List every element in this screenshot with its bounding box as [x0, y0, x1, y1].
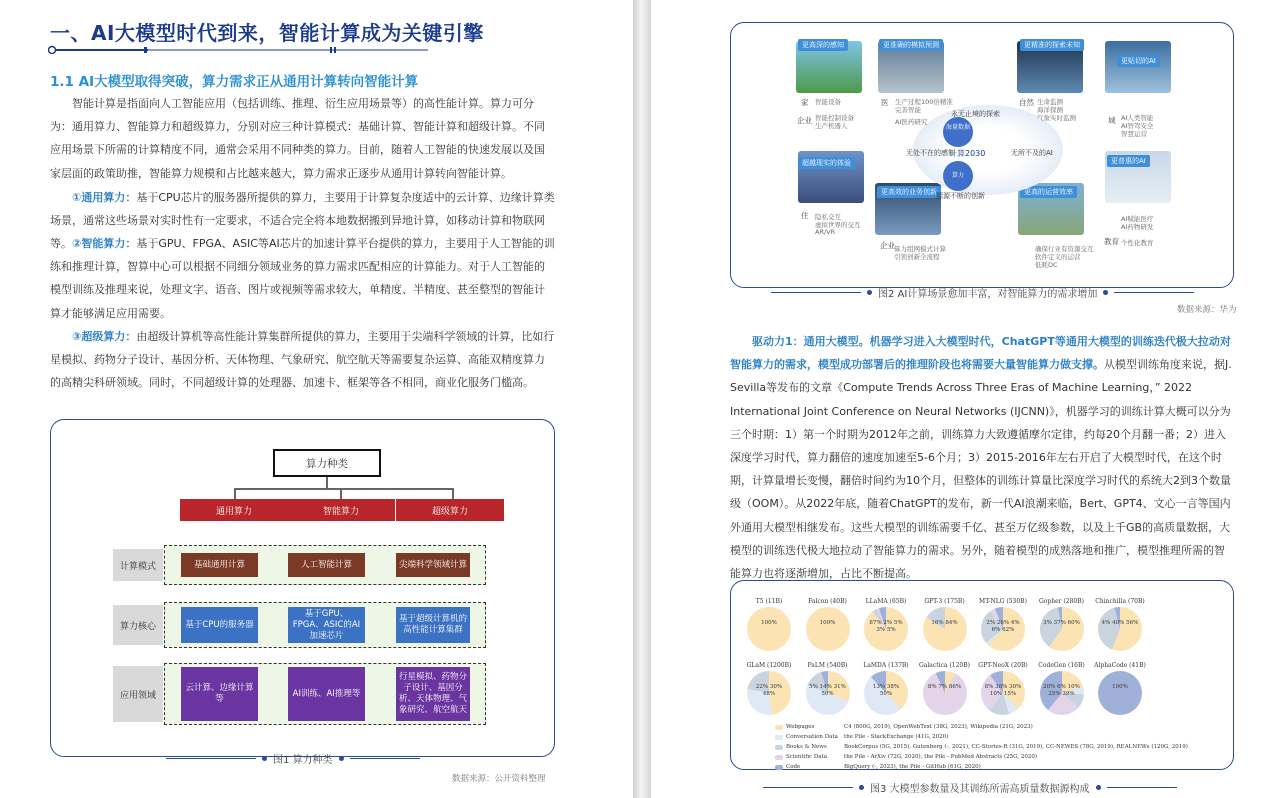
pie-chart	[806, 607, 850, 651]
fig2-compute-node: 算力	[943, 161, 973, 191]
section-heading: 一、AI大模型时代到来，智能计算成为关键引擎	[50, 21, 484, 45]
pie-value-labels: 5% 14% 31% 50%	[809, 684, 846, 697]
super-compute-text: 由超级计算机等高性能计算集群所提供的算力，主要用于尖端科学领域的计算，比如行星模拟、药物分子设计、基因分析、天体物理、气象研究、航空航天等需要复杂运算、高能双精度算力的高精尖科研领域。同时，不同超级计算的处理器、加速卡、框架等各不相同，商业化服务门槛高。	[50, 330, 555, 390]
fig1-row-label: 计算模式	[113, 549, 163, 581]
fig1-caption-text: 图1 算力种类	[273, 755, 333, 766]
fig2-note: AR/VR	[815, 228, 836, 236]
pie-value-labels: 13% 38% 50%	[872, 684, 900, 697]
fig1-connector	[452, 488, 454, 499]
pie-chart	[1098, 607, 1142, 651]
fig2-note: 软件定义的运营	[1035, 253, 1081, 261]
figure-1-caption	[166, 751, 420, 766]
figure-3-caption	[763, 780, 1177, 795]
fig1-title-box: 算力种类	[273, 449, 381, 477]
fig1-core-smart: 基于GPU、FPGA、ASIC的AI加速芯片	[288, 607, 365, 643]
fig2-note: 虚拟世界的交互	[815, 221, 861, 229]
fig2-note: 个性化教育	[1121, 239, 1154, 247]
fig2-category: 企业	[880, 241, 895, 250]
fig1-field-super: 行星模拟、药物分子设计、基因分析、天体物理、气象研究、航空航天	[396, 667, 470, 721]
pie-value-labels: 20% 6% 10% 25% 39%	[1043, 684, 1080, 697]
general-compute-label: ①通用算力：	[72, 191, 137, 204]
fig1-row-label: 算力核心	[113, 605, 163, 645]
fig2-note: 生命监测	[1037, 98, 1063, 106]
fig2-source: 数据来源：华为	[1177, 305, 1237, 315]
fig2-note: 确保行业有资源交互	[1035, 245, 1094, 253]
fig3-legend-item: Books & News	[775, 744, 827, 750]
super-compute-label: ③超级算力：	[72, 330, 137, 343]
pie-value-labels: 100%	[1112, 684, 1128, 690]
fig2-category: 家	[801, 98, 809, 107]
pie-chart	[747, 607, 791, 651]
figure-3-frame	[730, 580, 1234, 770]
pie-value-labels: 100%	[819, 620, 836, 626]
fig2-note: 算力组网模式计算	[894, 245, 946, 253]
legend-swatch	[775, 725, 783, 730]
pie-title: GLaM (1200B)	[746, 662, 792, 669]
fig2-note: 生产机器人	[815, 122, 848, 130]
fig2-tile-label: 超越现实的体验	[798, 157, 855, 169]
general-compute-text: 基于CPU芯片的服务器所提供的算力，主要用于计算复杂度适中的云计算、边缘计算类场景，通常这些场景对实时性有一定要求，不适合完全将本地数据搬到异地计算，如移动计算和物联网等。	[50, 191, 555, 251]
fig1-type-general: 通用算力	[180, 499, 288, 521]
pie-chart	[923, 671, 967, 715]
pie-value-labels: 8% 7% 86%	[927, 684, 962, 690]
fig2-note: AI人类智能	[1121, 114, 1154, 122]
smart-compute-text: 基于GPU、FPGA、ASIC等AI芯片的加速计算平台提供的算力，主要用于人工智能的训练和推理计算，智算中心可以根据不同细分领域业务的算力需求匹配相应的计算能力。对于人工智能的模型训练及推理来说，处理文字、语音、图片或视频等需求较大，单精度、半精度、甚至整型的智能计算才能够满足应用需要。	[50, 237, 555, 320]
fig1-type-super: 超级算力	[396, 499, 504, 521]
pie-title: Gopher (280B)	[1039, 598, 1084, 605]
pie-title: CodeGen (16B)	[1038, 662, 1085, 669]
fig3-legend-detail: the Pile - ArXiv (72G, 2020), the Pile - PubMed Abstracts (25G, 2020)	[844, 754, 1037, 760]
legend-swatch	[775, 735, 783, 740]
fig2-note: 海洋探测	[1037, 106, 1063, 114]
fig2-tile	[1105, 41, 1171, 93]
fig1-field-smart: AI训练、AI推理等	[288, 667, 365, 721]
pie-title: PaLM (540B)	[807, 662, 848, 669]
fig1-core-general: 基于CPU的服务器	[181, 607, 258, 643]
fig2-note: AI医药研究	[895, 118, 928, 126]
fig2-data-node: 海量数据	[943, 117, 973, 147]
fig1-core-super: 基于超级计算机的高性能计算集群	[396, 607, 470, 643]
pie-title: GPT-3 (175B)	[924, 598, 965, 605]
fig1-connector	[340, 488, 342, 499]
fig2-center-text: 计算2030	[949, 149, 986, 158]
pie-chart	[1040, 607, 1084, 651]
fig2-tile-label: 更高的运营效率	[1020, 186, 1077, 198]
fig1-mode-general: 基础通用计算	[181, 553, 258, 577]
legend-swatch	[775, 755, 783, 760]
pie-chart	[923, 607, 967, 651]
pie-chart	[1098, 671, 1142, 715]
fig2-caption-text: 图2 AI计算场景愈加丰富，对智能算力的需求增加	[878, 289, 1098, 300]
fig2-ring-label: 永无止境的探索	[951, 110, 1000, 118]
fig2-note: AI药物研发	[1121, 223, 1154, 231]
fig2-note: 智能设备	[815, 98, 841, 106]
fig2-tile-label: 更高效的业务创新	[877, 186, 941, 198]
fig2-category: 城	[1108, 116, 1116, 125]
subsection-heading: 1.1 AI大模型取得突破，算力需求正从通用计算转向智能计算	[50, 74, 419, 90]
driver-paragraph	[730, 330, 1234, 585]
fig2-category: 企业	[797, 116, 812, 125]
fig2-note: 智能控制设备	[815, 114, 854, 122]
fig2-note: AI智驾安全	[1121, 122, 1154, 130]
fig2-ring-label: 源源不断的创新	[936, 192, 985, 200]
fig2-category: 住	[801, 211, 809, 220]
pie-title: MT-NLG (530B)	[979, 598, 1027, 605]
fig1-type-smart: 智能算力	[287, 499, 395, 521]
fig2-ring-label: 无处不在的感知	[906, 149, 955, 157]
fig3-legend-item: Scientific Data	[775, 754, 827, 760]
super-compute-paragraph	[50, 325, 555, 395]
fig3-legend-item: Code	[775, 764, 800, 770]
fig1-mode-smart: 人工智能计算	[288, 553, 365, 577]
fig3-legend-detail: BookCorpus (5G, 2015), Gutenberg (-, 2021), CC-Stories-R (31G, 2019), CC-NEWES (78G, 2019), REALNEWs (120G, 2019)	[844, 744, 1188, 750]
fig3-legend-item: Conversation Data	[775, 734, 838, 740]
pie-value-labels: 3% 37% 60%	[1043, 620, 1080, 626]
left-page	[0, 0, 633, 798]
fig2-note: 完善智能	[895, 106, 921, 114]
right-page	[651, 0, 1273, 798]
fig2-tile-label: 更精准的探索未知	[1020, 39, 1084, 51]
pie-value-labels: 4% 40% 56%	[1101, 620, 1139, 626]
smart-compute-label: ②智能算力：	[72, 237, 137, 250]
fig2-note: 低耗DC	[1035, 261, 1058, 269]
fig1-field-general: 云计算、边缘计算等	[181, 667, 258, 721]
intro-paragraph: 智能计算是指面向人工智能应用（包括训练、推理、衍生应用场景等）的高性能计算。算力可分为：通用算力、智能算力和超级算力，分别对应三种计算模式：基础计算、智能计算和超级计算。不同应用场景下所需的计算精度不同，通常会采用不同种类的算力。目前，随着人工智能的快速发展以及国家层面的政策助推，智能算力规模和占比越来越大，算力需求正逐步从通用计算转向智能计算。	[50, 97, 545, 180]
pie-value-labels: 87% 2% 5% 3% 5%	[869, 620, 903, 633]
fig2-note: 隐私交互	[815, 213, 841, 221]
driver-bold-text: 驱动力1：通用大模型。机器学习进入大模型时代，ChatGPT等通用大模型的训练迭代极大拉动对智能算力的需求，模型成功部署后的推理阶段也将需要大量智能算力做支撑。	[730, 335, 1231, 372]
fig1-connector	[234, 488, 453, 490]
fig2-category: 自然	[1019, 98, 1034, 107]
fig2-note: AI赋能医疗	[1121, 215, 1154, 223]
pie-title: T5 (11B)	[755, 598, 783, 605]
fig2-note: 气象实时监测	[1037, 114, 1076, 122]
fig1-mode-super: 尖端科学领域计算	[396, 553, 470, 577]
pie-value-labels: 8% 38% 30% 10% 15%	[984, 684, 1022, 697]
fig2-tile-label: 更贴切的AI	[1117, 55, 1160, 67]
fig2-tile-label: 更普惠的AI	[1107, 155, 1150, 167]
fig2-note: 生产过程100倍精准	[895, 98, 953, 106]
fig2-note: 引领创新全流程	[894, 253, 940, 261]
fig2-ring-label: 无所不及的AI	[1011, 149, 1053, 157]
pie-title: LaMDA (137B)	[863, 662, 909, 669]
pie-value-labels: 100%	[761, 620, 777, 626]
fig3-caption-text: 图3 大模型参数量及其训练所需高质量数据源构成	[870, 784, 1090, 795]
fig3-legend-detail: the Pile - StackExchange (41G, 2020)	[844, 734, 949, 740]
legend-swatch	[775, 765, 783, 770]
pie-value-labels: 22% 30% 48%	[755, 684, 783, 697]
fig2-tile-label: 更高深的感知	[798, 39, 848, 51]
pie-title: LLaMA (65B)	[865, 598, 907, 605]
book-spine	[633, 0, 651, 798]
driver-body-text: 从模型训练角度来说，据J. Sevilla等发布的文章《Compute Trends Across Three Eras of Machine Learning，” 2022 International Joint Conference on Neural Networks (IJCNN)》，机器学习的训练计算大概可以分为三个时期：1）第一个时期为2012年之前，训练算力大致遵循摩尔定律，约每20个月翻一番；2）进入深度学习时代，算力翻倍的速度加速至5-6个月；3）2015-2016年左右开启了大模型时代，在这个时期，计算量增长变慢，翻倍时间约为10个月，但整体的训练计算量比深度学习时代的系统大2到3个数量级（OOM）。从2022年底，随着ChatGPT的发布，新一代AI浪潮来临，Bert、GPT4、文心一言等国内外通用大模型相继发布。这些大模型的训练需要千亿、甚至万亿级参数，以及上千GB的高质量数据，大模型的训练迭代极大地拉动了智能算力的需求。另外，随着模型的成熟落地和推广，模型推理所需的智能算力也将逐渐增加，占比不断提高。	[730, 358, 1232, 581]
pie-title: Falcon (40B)	[808, 598, 847, 605]
smart-compute-paragraph	[50, 232, 555, 325]
fig2-category: 教育	[1104, 237, 1119, 246]
pie-value-labels: 2% 26% 4% 6% 62%	[986, 620, 1020, 633]
heading-underline	[48, 44, 428, 56]
fig1-row-label: 应用领域	[113, 666, 163, 722]
figure-2-caption	[771, 285, 1194, 300]
fig2-tile-label: 更准确的模拟预测	[879, 39, 943, 51]
pie-title: GPT-NeoX (20B)	[978, 662, 1028, 669]
fig3-legend-detail: BigQuery (-, 2023), the Pile - GitHub (61G, 2020)	[844, 764, 981, 770]
pie-title: AlphaCode (41B)	[1094, 662, 1146, 669]
fig1-source: 数据来源：公开资料整理	[452, 774, 546, 784]
pie-value-labels: 16% 84%	[931, 620, 958, 626]
legend-swatch	[775, 745, 783, 750]
fig2-category: 医	[881, 98, 889, 107]
fig3-legend-item: Webpages	[775, 724, 814, 730]
fig2-note: 智慧运营	[1121, 130, 1147, 138]
fig3-legend-detail: C4 (800G, 2019), OpenWebText (38G, 2023), Wikipedia (21G, 2023)	[844, 724, 1033, 730]
pie-title: Galactica (120B)	[919, 662, 970, 669]
fig1-connector	[234, 488, 236, 499]
pie-title: Chinchilla (70B)	[1095, 598, 1145, 605]
